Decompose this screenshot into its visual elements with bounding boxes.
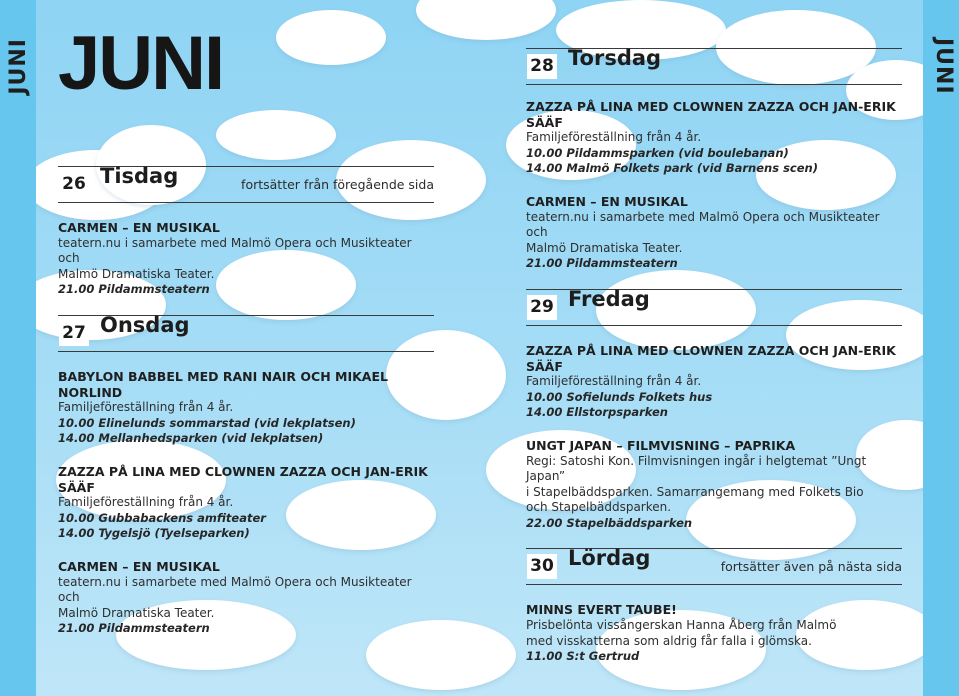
event-description: i Stapelbäddsparken. Samarrangemang med Folkets Bio — [526, 484, 864, 499]
event-title: CARMEN – EN MUSIKAL — [526, 193, 688, 209]
event — [58, 369, 434, 447]
cloud — [216, 110, 336, 160]
event-description: Familjeföreställning från 4 år. — [58, 400, 234, 415]
event-time: 21.00 Pildammsteatern — [58, 282, 210, 297]
event-time: 10.00 Elinelunds sommarstad (vid lekplatsen) — [58, 415, 356, 430]
event-time: 22.00 Stapelbäddsparken — [526, 515, 693, 530]
event-title: ZAZZA PÅ LINA MED CLOWNEN ZAZZA OCH JAN-ERIK SÄÄF — [526, 342, 896, 374]
event-description: Familjeföreställning från 4 år. — [58, 495, 234, 510]
event-time: 10.00 Gubbabackens amfiteater — [58, 510, 266, 525]
event-time: 14.00 Mellanhedsparken (vid lekplatsen) — [58, 431, 324, 446]
event-time: 14.00 Tygelsjö (Tyelseparken) — [58, 526, 250, 541]
event — [526, 99, 902, 177]
event-description: Familjeföreställning från 4 år. — [526, 374, 702, 389]
event-title: ZAZZA PÅ LINA MED CLOWNEN ZAZZA OCH JAN-ERIK SÄÄF — [526, 99, 896, 130]
event-title: CARMEN – EN MUSIKAL — [58, 558, 220, 574]
event-title: MINNS EVERT TAUBE! — [526, 602, 677, 618]
event — [58, 464, 434, 542]
side-month-label-right: JUNI — [931, 38, 956, 95]
cloud — [276, 10, 386, 65]
weekday: Torsdag — [568, 46, 662, 70]
right-side-band — [923, 0, 959, 696]
event-description: Malmö Dramatiska Teater. — [58, 605, 215, 620]
day-number: 30 — [527, 554, 557, 579]
day-number: 26 — [59, 172, 89, 197]
day-header-30 — [526, 548, 902, 585]
side-month-label-left: JUNI — [6, 38, 31, 95]
event-description: Malmö Dramatiska Teater. — [58, 266, 215, 281]
month-title: JUNI — [58, 21, 224, 106]
day-number: 27 — [59, 321, 89, 346]
event-time: 21.00 Pildammsteatern — [526, 256, 678, 271]
event — [526, 194, 902, 272]
left-side-band — [0, 0, 36, 696]
event-description: Regi: Satoshi Kon. Filmvisningen ingår i helgtemat ”Ungt Japan” — [526, 453, 867, 484]
event-time: 14.00 Ellstorpsparken — [526, 405, 668, 420]
event-title: UNGT JAPAN – FILMVISNING – PAPRIKA — [526, 437, 796, 453]
weekday: Tisdag — [100, 164, 179, 188]
event — [58, 220, 434, 298]
event — [526, 343, 902, 421]
event-time: 14.00 Malmö Folkets park (vid Barnens scen) — [526, 161, 818, 176]
continuation-note: fortsätter från föregående sida — [241, 177, 434, 192]
event-description: med visskatterna som aldrig får falla i glömska. — [526, 633, 812, 648]
weekday: Onsdag — [100, 312, 190, 337]
event-time: 10.00 Pildammsparken (vid boulebanan) — [526, 145, 789, 160]
event — [526, 602, 902, 664]
event-time: 21.00 Pildammsteatern — [58, 621, 210, 636]
day-number: 28 — [527, 54, 557, 79]
day-header-28 — [526, 48, 902, 85]
event-description: teatern.nu i samarbete med Malmö Opera och Musikteater och — [58, 574, 412, 605]
left-column — [58, 166, 434, 654]
weekday: Lördag — [568, 546, 651, 571]
event-title: BABYLON BABBEL MED RANI NAIR OCH MIKAEL NORLIND — [58, 368, 388, 400]
right-column — [526, 48, 902, 682]
day-header-26 — [58, 166, 434, 203]
event-description: Familjeföreställning från 4 år. — [526, 130, 702, 145]
continuation-note: fortsätter även på nästa sida — [720, 559, 902, 575]
event-title: ZAZZA PÅ LINA MED CLOWNEN ZAZZA OCH JAN-ERIK SÄÄF — [58, 463, 428, 495]
event — [526, 438, 902, 532]
event-time: 11.00 S:t Gertrud — [526, 649, 640, 664]
day-header-27 — [58, 312, 434, 352]
cloud — [416, 0, 556, 40]
weekday: Fredag — [568, 286, 650, 311]
event-time: 10.00 Sofielunds Folkets hus — [526, 389, 713, 404]
event — [58, 559, 434, 637]
day-header-29 — [526, 286, 902, 326]
event-description: teatern.nu i samarbete med Malmö Opera och Musikteater och — [526, 209, 880, 240]
day-number: 29 — [527, 295, 557, 320]
event-description: teatern.nu i samarbete med Malmö Opera och Musikteater och — [58, 235, 412, 266]
event-title: CARMEN – EN MUSIKAL — [58, 220, 220, 235]
event-description: och Stapelbäddsparken. — [526, 500, 672, 515]
event-description: Prisbelönta vissångerskan Hanna Åberg från Malmö — [526, 618, 837, 633]
event-description: Malmö Dramatiska Teater. — [526, 240, 683, 255]
